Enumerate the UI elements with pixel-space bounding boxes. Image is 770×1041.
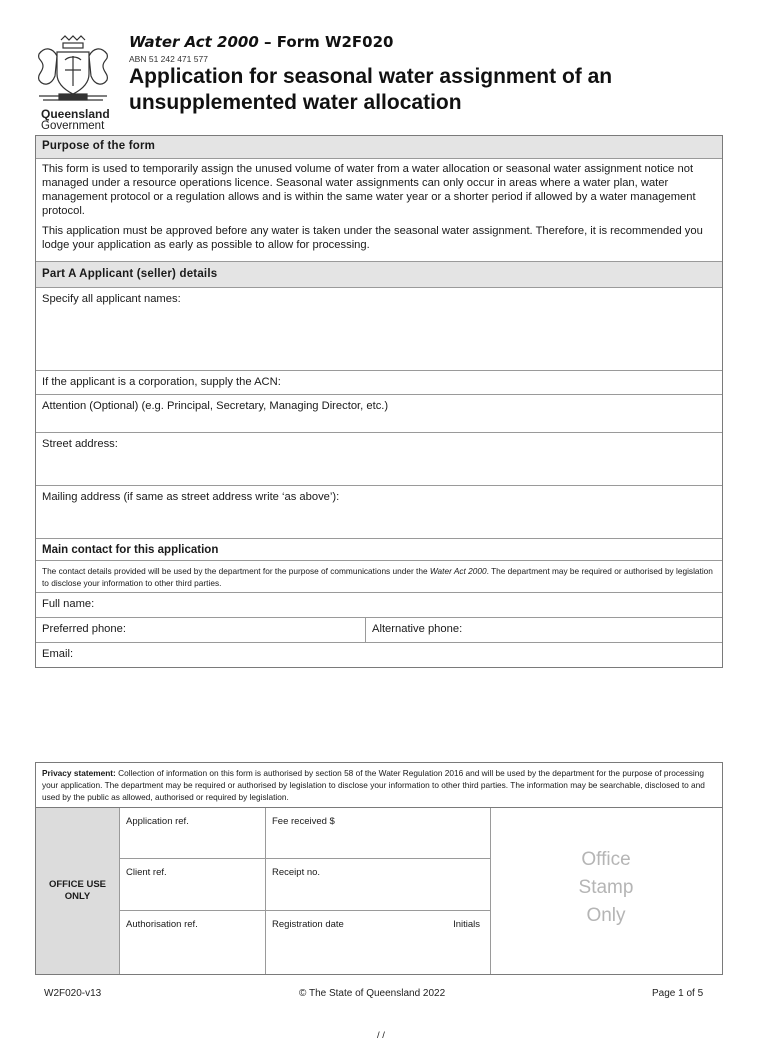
office-stamp-area bbox=[490, 808, 722, 974]
purpose-heading: Purpose of the form bbox=[36, 136, 722, 159]
form-code: W2F020-v13 bbox=[44, 988, 102, 999]
page-title: Application for seasonal water assignment of an unsupplemented water allocation bbox=[129, 65, 613, 114]
office-ref-column bbox=[119, 808, 266, 974]
preferred-phone-field[interactable]: Preferred phone: bbox=[36, 618, 366, 642]
fee-received-cell: Fee received $ bbox=[265, 808, 490, 859]
abn-number: ABN 51 242 471 577 bbox=[129, 54, 208, 64]
receipt-no-cell: Receipt no. bbox=[265, 859, 490, 911]
application-form bbox=[35, 135, 723, 668]
phone-row bbox=[36, 618, 722, 643]
office-stamp-text: Office Stamp Only bbox=[578, 849, 634, 926]
act-title: Water Act 2000 – Form W2F020 bbox=[129, 33, 394, 51]
mailing-address-field[interactable]: Mailing address (if same as street address write ‘as above’): bbox=[36, 486, 722, 539]
logo-wordmark: Queensland Government bbox=[41, 107, 110, 132]
office-use-label: OFFICE USE ONLY bbox=[36, 808, 120, 974]
part-a-heading: Part A Applicant (seller) details bbox=[36, 262, 722, 288]
date-slashes: / / bbox=[377, 1030, 385, 1041]
purpose-paragraph-1: This form is used to temporarily assign the unused volume of water from a water allocation or seasonal water assignment notice not managed under a resource operations licence. Seasonal water assignments can only occur in areas where a water plan, water management protocol or a regulation allows and is within the same water year or a shorter period if allowed by a water management protocol. bbox=[42, 163, 696, 217]
purpose-text bbox=[36, 159, 722, 262]
purpose-paragraph-2: This application must be approved before any water is taken under the seasonal water assignment. Therefore, it is recommended you lodge your application as early as possible to allow for processing. bbox=[42, 225, 703, 251]
initials-label: Initials bbox=[453, 919, 480, 930]
alternative-phone-field[interactable]: Alternative phone: bbox=[372, 623, 463, 635]
email-field[interactable]: Email: bbox=[42, 648, 74, 660]
application-ref-cell: Application ref. bbox=[119, 808, 265, 859]
attention-field[interactable]: Attention (Optional) (e.g. Principal, Secretary, Managing Director, etc.) bbox=[36, 395, 722, 433]
main-contact-heading: Main contact for this application bbox=[36, 539, 722, 561]
full-name-field[interactable]: Full name: bbox=[36, 593, 722, 618]
page-number: Page 1 of 5 bbox=[652, 988, 704, 999]
authorisation-ref-cell: Authorisation ref. bbox=[126, 919, 198, 930]
acn-field[interactable]: If the applicant is a corporation, supply the ACN: bbox=[36, 371, 722, 395]
privacy-statement: Privacy statement: Collection of information on this form is authorised by section 58 of the Water Regulation 2016 and will be used by the department for the purpose of processing your application. The department may be required or authorised by legislation to disclose your information to other third parties. The information may be searchable, disclosed to and used by the public as allowed, authorised or required by legislation. bbox=[36, 763, 722, 808]
contact-note: The contact details provided will be used by the department for the purpose of communications under the Water Act 2000. The department may be required or authorised by legislation to disclose your information to other third parties. bbox=[36, 561, 722, 593]
registration-date-cell: Registration date Initials / / bbox=[272, 919, 480, 1041]
copyright: © The State of Queensland 2022 bbox=[299, 988, 446, 999]
street-address-field[interactable]: Street address: bbox=[36, 433, 722, 486]
applicant-names-field[interactable]: Specify all applicant names: bbox=[36, 288, 722, 371]
client-ref-cell: Client ref. bbox=[119, 859, 265, 911]
